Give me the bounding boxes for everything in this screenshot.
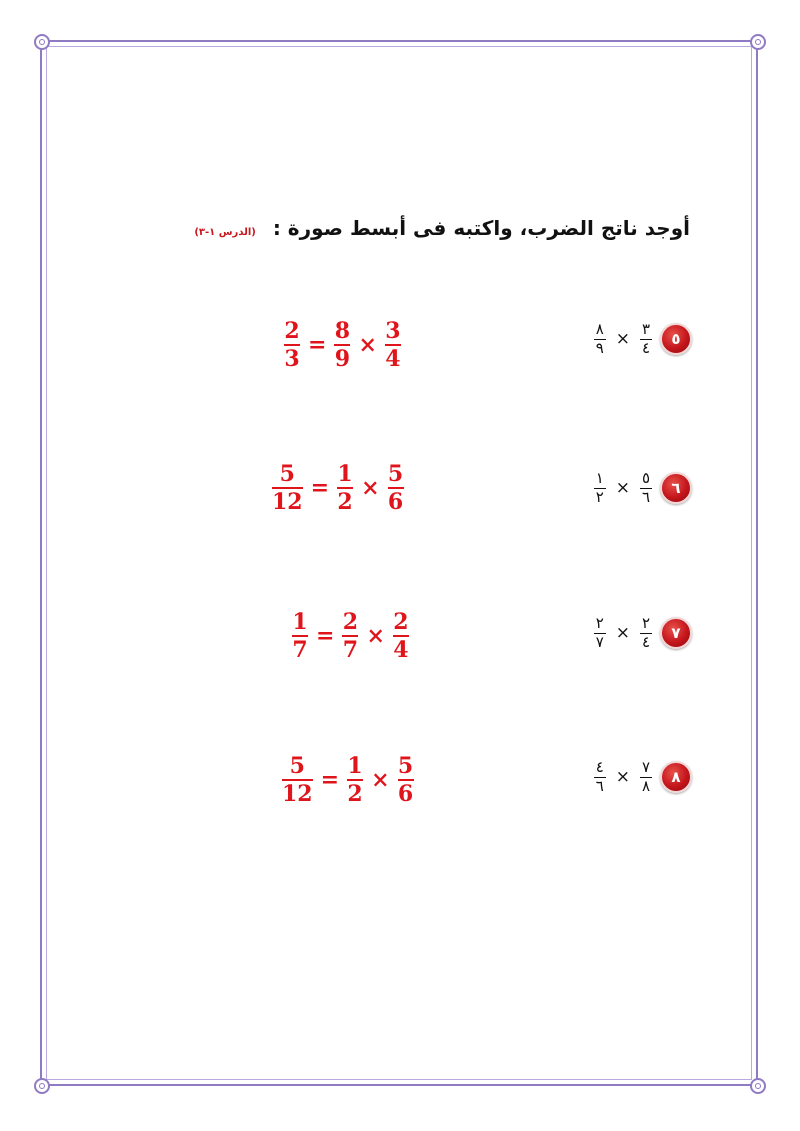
fraction-left: $\frac{٢}{٤}$	[641, 614, 651, 651]
equals-sign: =	[320, 767, 340, 793]
exercise-title: أوجد ناتج الضرب، واكتبه فى أبسط صورة :	[272, 216, 690, 240]
answer-factor-b: $\frac{2}{4}$	[393, 609, 409, 663]
page-border-inner	[46, 46, 752, 1080]
answer-result: $\frac{5}{12}$	[272, 461, 303, 515]
equals-sign: =	[316, 623, 335, 649]
answer-result: $\frac{5}{12}$	[282, 753, 313, 807]
times-sign: ×	[366, 623, 385, 649]
fraction-right: $\frac{٤}{٦}$	[595, 758, 604, 795]
answer-result: $\frac{2}{3}$	[284, 318, 300, 372]
equals-sign: =	[308, 332, 327, 358]
problem-row	[594, 760, 692, 795]
corner-ornament-icon	[34, 34, 50, 50]
times-sign: ×	[615, 329, 630, 350]
answer-line	[272, 463, 404, 513]
corner-ornament-icon	[750, 1078, 766, 1094]
times-sign: ×	[615, 478, 630, 499]
answer-factor-a: $\frac{1}{2}$	[347, 753, 363, 807]
exercise-heading	[194, 216, 690, 240]
answer-factor-a: $\frac{2}{7}$	[342, 609, 359, 663]
problem-number-badge: ٧	[660, 617, 692, 649]
lesson-reference: (الدرس ١-٣)	[194, 227, 256, 238]
answer-factor-b: $\frac{3}{4}$	[385, 318, 401, 372]
problem-row	[594, 471, 692, 506]
answer-line	[284, 320, 401, 370]
problem-number-badge: ٨	[660, 761, 692, 793]
answer-factor-a: $\frac{8}{9}$	[334, 318, 351, 372]
answer-line	[282, 755, 414, 805]
times-sign: ×	[361, 475, 380, 501]
answer-factor-b: $\frac{5}{6}$	[387, 461, 404, 515]
fraction-right: $\frac{١}{٢}$	[595, 469, 604, 506]
times-sign: ×	[615, 767, 630, 788]
times-sign: ×	[358, 332, 377, 358]
problem-row	[594, 616, 692, 651]
problem-row	[594, 322, 692, 357]
fraction-left: $\frac{٣}{٤}$	[641, 320, 651, 357]
problem-number-badge: ٥	[660, 323, 692, 355]
fraction-left: $\frac{٧}{٨}$	[641, 758, 651, 795]
times-sign: ×	[371, 767, 390, 793]
fraction-right: $\frac{٨}{٩}$	[595, 320, 604, 357]
fraction-left: $\frac{٥}{٦}$	[641, 469, 651, 506]
problem-number-badge: ٦	[660, 472, 692, 504]
fraction-right: $\frac{٢}{٧}$	[595, 614, 604, 651]
answer-result: $\frac{1}{7}$	[292, 609, 308, 663]
corner-ornament-icon	[34, 1078, 50, 1094]
answer-line	[292, 611, 409, 661]
answer-factor-a: $\frac{1}{2}$	[337, 461, 353, 515]
times-sign: ×	[615, 623, 630, 644]
corner-ornament-icon	[750, 34, 766, 50]
equals-sign: =	[310, 475, 330, 501]
answer-factor-b: $\frac{5}{6}$	[397, 753, 414, 807]
